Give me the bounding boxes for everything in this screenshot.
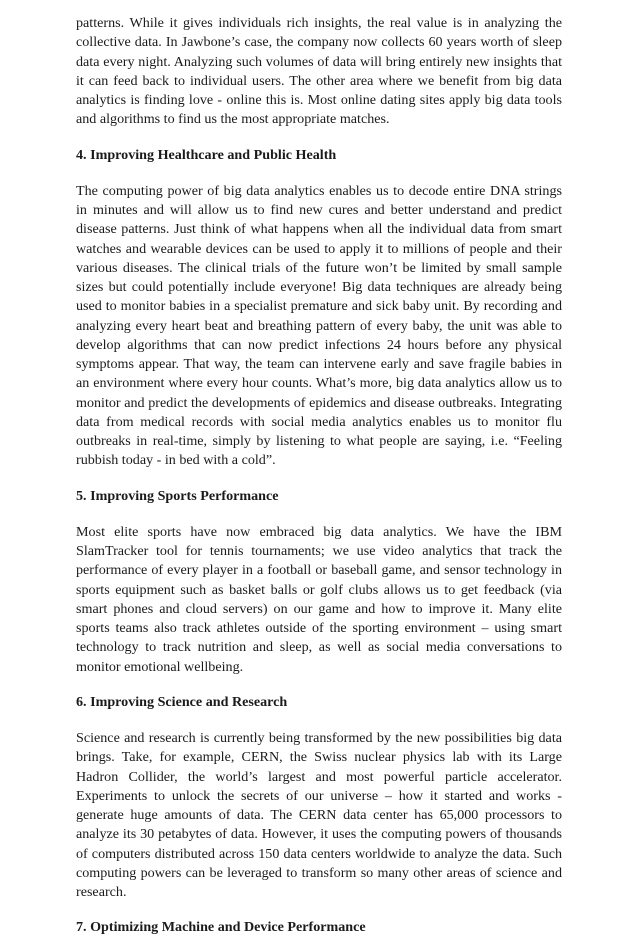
section-heading-science: 6. Improving Science and Research [76, 693, 288, 710]
intro-paragraph: patterns. While it gives individuals rich insights, the real value is in analyzing the collective data. In Jawbone’s case, the company now collects 60 years worth of sleep data every night. Analyzing such volumes of data will bring entirely new insights that it can feed back to individual users. The other area where we benefit from big data analytics is finding love - online this is. Most online dating sites apply big data tools and algorithms to find us the most appropriate matches. [76, 15, 562, 128]
section-heading-healthcare: 4. Improving Healthcare and Public Health [76, 146, 337, 163]
section-body-sports: Most elite sports have now embraced big data analytics. We have the IBM SlamTracker tool for tennis tournaments; we use video analytics that track the performance of every player in a football or baseball game, and sensor technology in sports equipment such as basket balls or golf clubs allows us to get feedback (via smart phones and cloud servers) on our game and how to improve it. Many elite sports teams also track athletes outside of the sporting environment – using smart technology to track nutrition and sleep, as well as social media conversations to monitor emotional wellbeing. [76, 523, 562, 675]
section-body-science: Science and research is currently being transformed by the new possibilities big data brings. Take, for example, CERN, the Swiss nuclear physics lab with its Large Hadron Collider, the world’s largest and most powerful particle accelerator. Experiments to unlock the secrets of our universe – how it started and works - generate huge amounts of data. The CERN data center has 65,000 processors to analyze its 30 petabytes of data. However, it uses the computing powers of thousands of computers distributed across 150 data centers worldwide to analyze the data. Such computing powers can be leveraged to transform so many other areas of science and research. [76, 730, 562, 900]
section-heading-machine: 7. Optimizing Machine and Device Performance [76, 919, 366, 936]
section-body-healthcare: The computing power of big data analytics enables us to decode entire DNA strings in minutes and will allow us to find new cures and better understand and predict disease patterns. Just think of what happens when all the individual data from smart watches and wearable devices can be used to apply it to millions of people and their various diseases. The clinical trials of the future won’t be limited by small sample sizes but could potentially include everyone! Big data techniques are already being used to monitor babies in a specialist premature and sick baby unit. By recording and analyzing every heart beat and breathing pattern of every baby, the unit was able to develop algorithms that can now predict infections 24 hours before any physical symptoms appear. That way, the team can intervene early and save fragile babies in an environment where every hour counts. What’s more, big data analytics allow us to monitor and predict the developments of epidemics and disease outbreaks. Integrating data from medical records with social media analytics enables us to monitor flu outbreaks in real-time, simply by listening to what people are saying, i.e. “Feeling rubbish today - in bed with a cold”. [76, 182, 562, 469]
section-heading-sports: 5. Improving Sports Performance [76, 487, 279, 504]
